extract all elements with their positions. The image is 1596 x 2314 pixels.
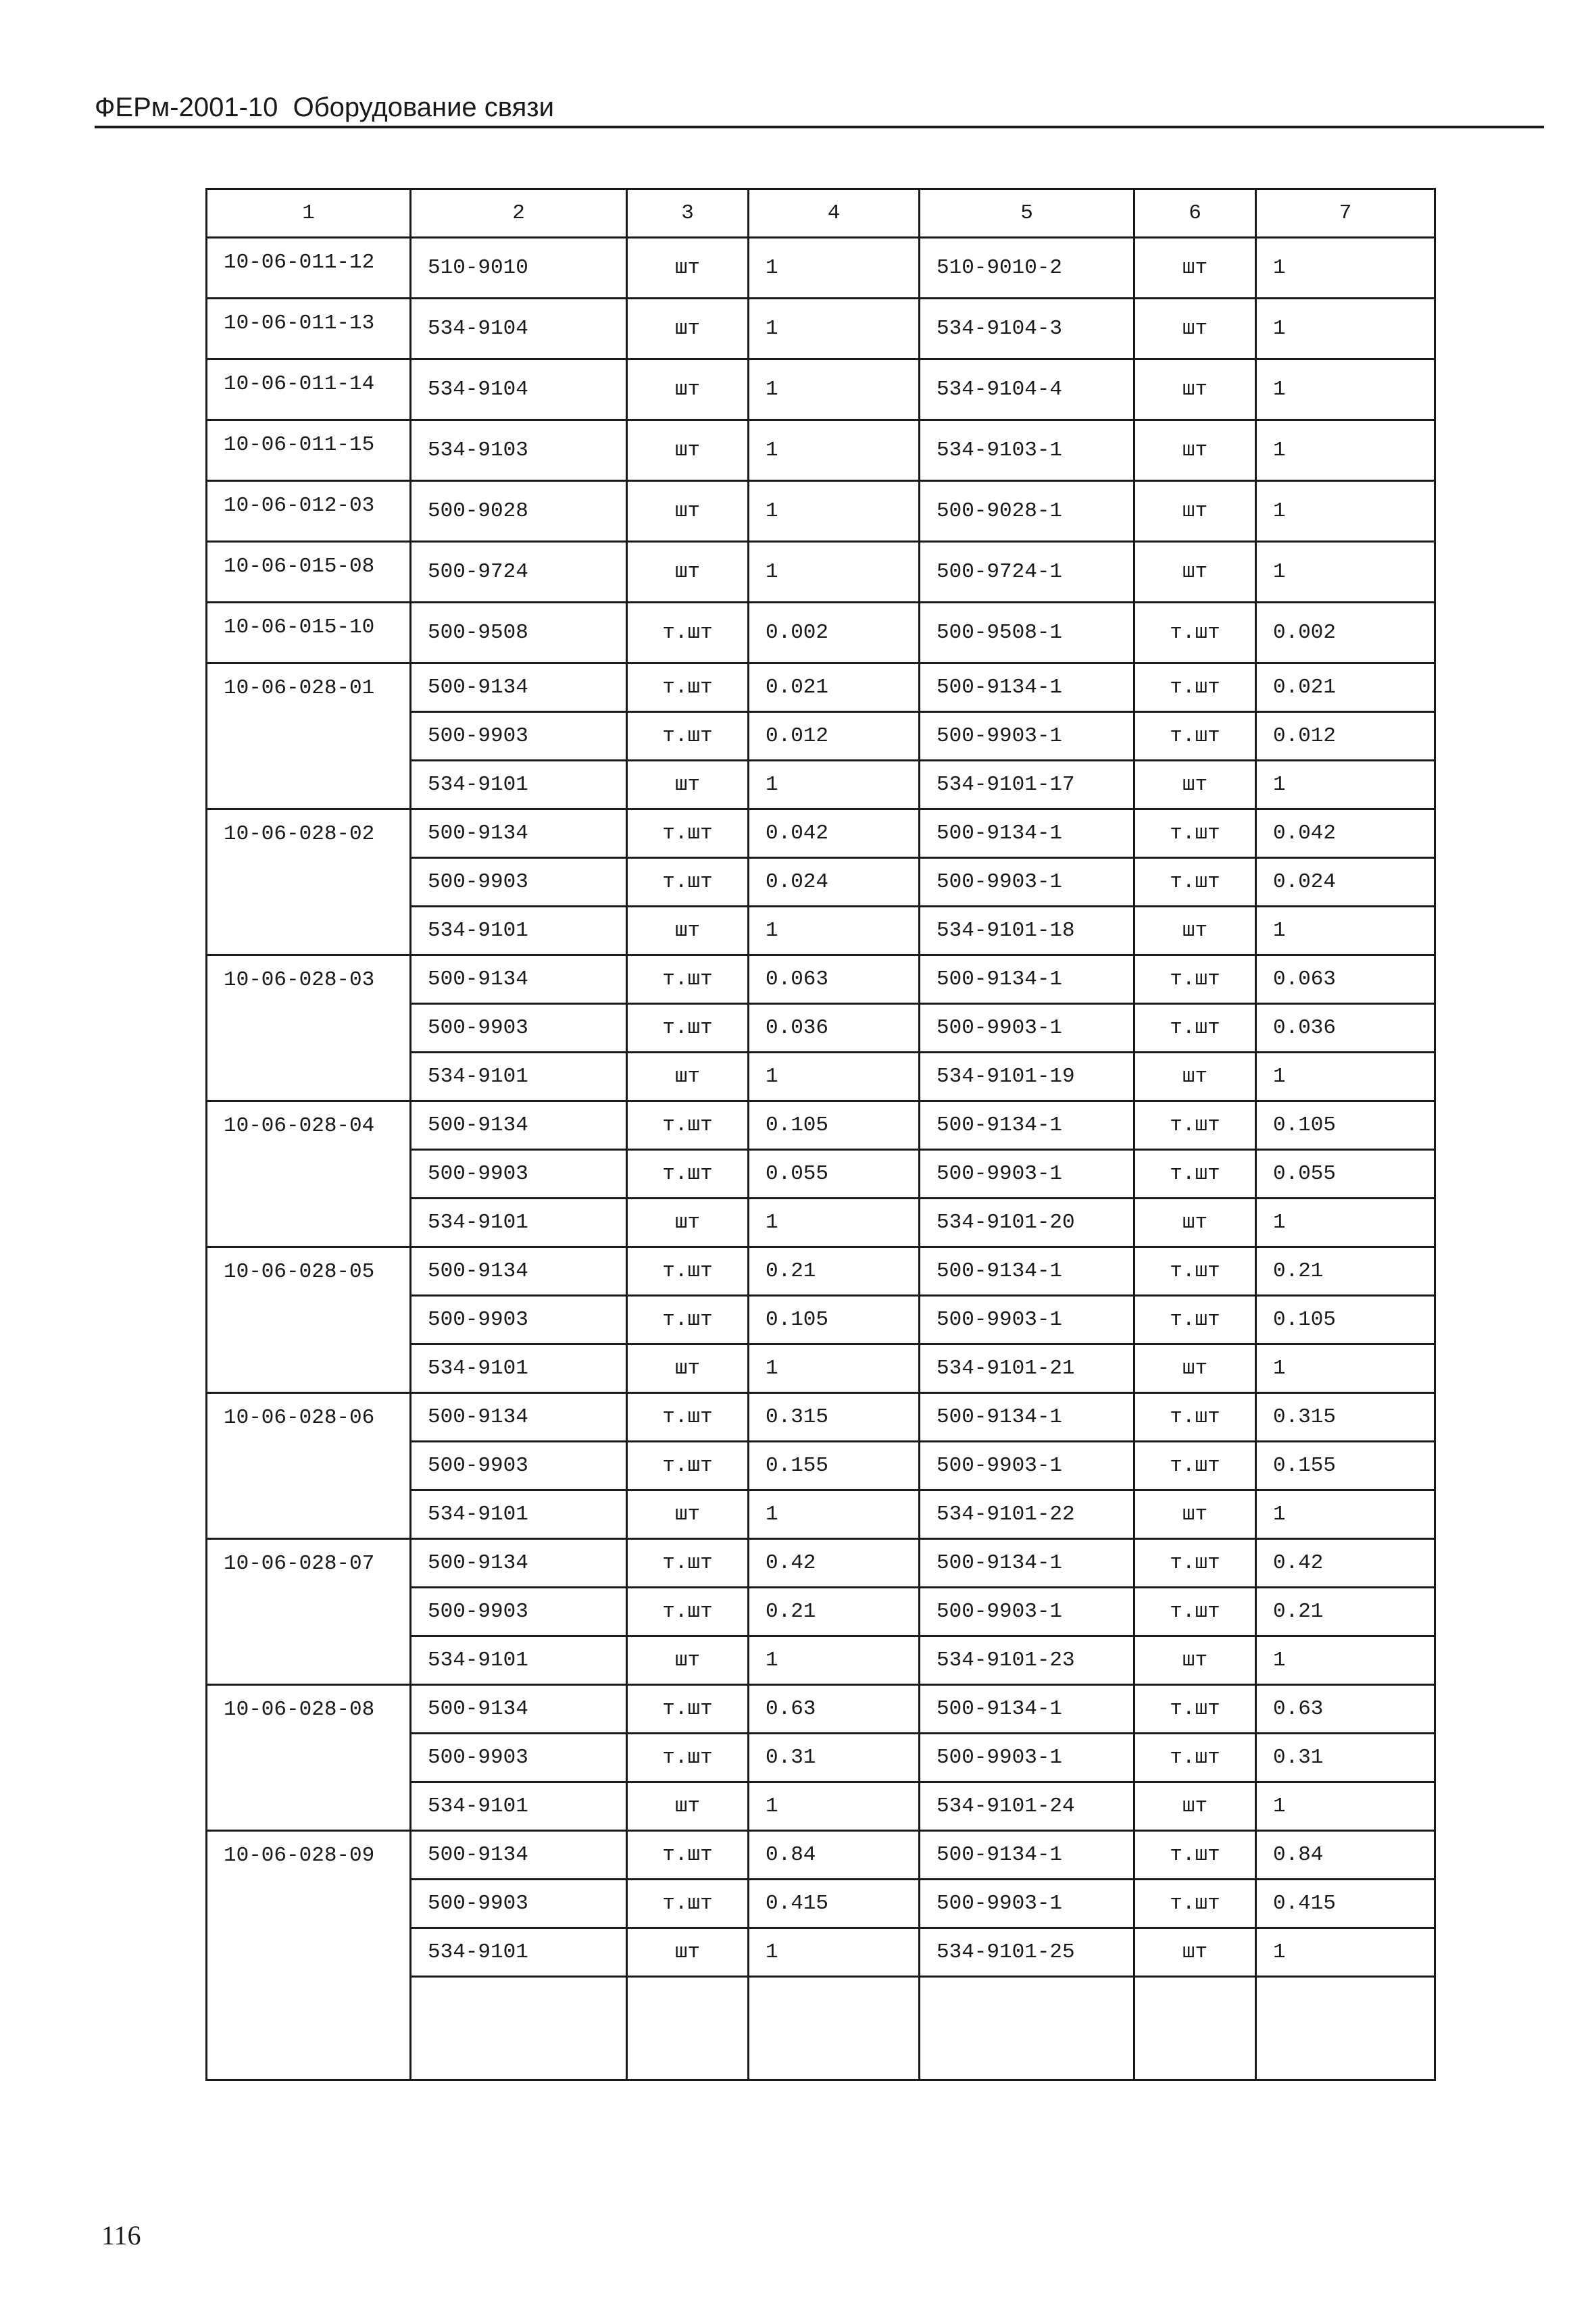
- quantity-cell: 0.012: [749, 712, 920, 761]
- replacement-code-cell: 500-9903-1: [920, 858, 1134, 907]
- empty-cell: [749, 1977, 920, 2080]
- replacement-code-cell: 500-9134-1: [920, 1101, 1134, 1150]
- table-row: [207, 1101, 1435, 1150]
- replacement-unit-cell: т.шт: [1134, 1150, 1256, 1199]
- replacement-code-cell: 500-9903-1: [920, 1442, 1134, 1490]
- table-row: [207, 603, 1435, 663]
- replacement-quantity-cell: 0.415: [1256, 1880, 1435, 1928]
- quantity-cell: 1: [749, 542, 920, 603]
- replacement-quantity-cell: 0.105: [1256, 1296, 1435, 1344]
- replacement-code-cell: 534-9101-21: [920, 1344, 1134, 1393]
- table-row: [207, 238, 1435, 299]
- resource-table: [205, 188, 1436, 2081]
- table-row: [207, 481, 1435, 542]
- unit-cell: шт: [627, 1053, 749, 1101]
- resource-code-cell: 500-9903: [411, 1588, 627, 1636]
- unit-cell: т.шт: [627, 1539, 749, 1588]
- quantity-cell: 0.315: [749, 1393, 920, 1442]
- replacement-unit-cell: т.шт: [1134, 955, 1256, 1004]
- resource-code-cell: 500-9134: [411, 1101, 627, 1150]
- replacement-quantity-cell: 0.036: [1256, 1004, 1435, 1053]
- column-header: 5: [920, 189, 1134, 238]
- replacement-quantity-cell: 1: [1256, 1490, 1435, 1539]
- resource-code-cell: 500-9134: [411, 955, 627, 1004]
- replacement-unit-cell: т.шт: [1134, 1247, 1256, 1296]
- replacement-quantity-cell: 1: [1256, 1636, 1435, 1685]
- replacement-code-cell: 510-9010-2: [920, 238, 1134, 299]
- empty-cell: [411, 1977, 627, 2080]
- resource-code-cell: 534-9101: [411, 1782, 627, 1831]
- replacement-unit-cell: т.шт: [1134, 858, 1256, 907]
- quantity-cell: 0.63: [749, 1685, 920, 1734]
- replacement-unit-cell: шт: [1134, 761, 1256, 809]
- resource-code-cell: 534-9104: [411, 359, 627, 420]
- document-title: ФЕРм-2001-10 Оборудование связи: [95, 93, 554, 122]
- replacement-unit-cell: т.шт: [1134, 1880, 1256, 1928]
- replacement-unit-cell: т.шт: [1134, 1685, 1256, 1734]
- replacement-code-cell: 500-9134-1: [920, 1247, 1134, 1296]
- replacement-unit-cell: т.шт: [1134, 1296, 1256, 1344]
- quantity-cell: 1: [749, 481, 920, 542]
- resource-code-cell: 510-9010: [411, 238, 627, 299]
- replacement-code-cell: 534-9101-25: [920, 1928, 1134, 1977]
- replacement-code-cell: 500-9134-1: [920, 1393, 1134, 1442]
- resource-code-cell: 500-9903: [411, 1734, 627, 1782]
- quantity-cell: 0.84: [749, 1831, 920, 1880]
- norm-code-cell: 10-06-028-09: [207, 1831, 411, 2080]
- replacement-quantity-cell: 0.063: [1256, 955, 1435, 1004]
- replacement-quantity-cell: 0.315: [1256, 1393, 1435, 1442]
- quantity-cell: 0.036: [749, 1004, 920, 1053]
- unit-cell: т.шт: [627, 1685, 749, 1734]
- resource-code-cell: 500-9903: [411, 712, 627, 761]
- unit-cell: т.шт: [627, 1831, 749, 1880]
- unit-cell: шт: [627, 299, 749, 359]
- quantity-cell: 0.063: [749, 955, 920, 1004]
- quantity-cell: 0.021: [749, 663, 920, 712]
- table-row: [207, 299, 1435, 359]
- quantity-cell: 1: [749, 761, 920, 809]
- unit-cell: шт: [627, 907, 749, 955]
- unit-cell: т.шт: [627, 1588, 749, 1636]
- quantity-cell: 1: [749, 359, 920, 420]
- norm-code-cell: 10-06-015-08: [207, 542, 411, 603]
- resource-code-cell: 500-9903: [411, 858, 627, 907]
- replacement-unit-cell: шт: [1134, 1928, 1256, 1977]
- replacement-quantity-cell: 0.055: [1256, 1150, 1435, 1199]
- replacement-code-cell: 500-9903-1: [920, 1734, 1134, 1782]
- replacement-code-cell: 534-9104-4: [920, 359, 1134, 420]
- quantity-cell: 1: [749, 299, 920, 359]
- empty-cell: [627, 1977, 749, 2080]
- resource-code-cell: 500-9134: [411, 1685, 627, 1734]
- table-row: [207, 1393, 1435, 1442]
- resource-code-cell: 500-9724: [411, 542, 627, 603]
- quantity-cell: 1: [749, 1199, 920, 1247]
- norm-code-cell: 10-06-028-04: [207, 1101, 411, 1247]
- resource-code-cell: 500-9903: [411, 1442, 627, 1490]
- empty-cell: [1256, 1977, 1435, 2080]
- norm-code-cell: 10-06-028-05: [207, 1247, 411, 1393]
- resource-code-cell: 500-9903: [411, 1880, 627, 1928]
- replacement-code-cell: 500-9028-1: [920, 481, 1134, 542]
- quantity-cell: 0.055: [749, 1150, 920, 1199]
- replacement-unit-cell: шт: [1134, 1490, 1256, 1539]
- replacement-unit-cell: шт: [1134, 1344, 1256, 1393]
- unit-cell: шт: [627, 1782, 749, 1831]
- replacement-quantity-cell: 0.024: [1256, 858, 1435, 907]
- replacement-quantity-cell: 1: [1256, 299, 1435, 359]
- resource-code-cell: 500-9134: [411, 1539, 627, 1588]
- column-number-row: [207, 189, 1435, 238]
- norm-code-cell: 10-06-028-06: [207, 1393, 411, 1539]
- replacement-code-cell: 500-9134-1: [920, 1685, 1134, 1734]
- unit-cell: шт: [627, 542, 749, 603]
- quantity-cell: 1: [749, 1928, 920, 1977]
- replacement-quantity-cell: 0.021: [1256, 663, 1435, 712]
- unit-cell: т.шт: [627, 663, 749, 712]
- unit-cell: т.шт: [627, 1442, 749, 1490]
- unit-cell: т.шт: [627, 955, 749, 1004]
- replacement-unit-cell: шт: [1134, 542, 1256, 603]
- replacement-code-cell: 534-9101-20: [920, 1199, 1134, 1247]
- replacement-unit-cell: т.шт: [1134, 1004, 1256, 1053]
- replacement-quantity-cell: 1: [1256, 1782, 1435, 1831]
- resource-code-cell: 534-9101: [411, 907, 627, 955]
- unit-cell: шт: [627, 1490, 749, 1539]
- replacement-unit-cell: шт: [1134, 1636, 1256, 1685]
- unit-cell: шт: [627, 481, 749, 542]
- replacement-code-cell: 534-9101-17: [920, 761, 1134, 809]
- unit-cell: шт: [627, 1199, 749, 1247]
- unit-cell: т.шт: [627, 1393, 749, 1442]
- empty-cell: [920, 1977, 1134, 2080]
- norm-code-cell: 10-06-028-02: [207, 809, 411, 955]
- quantity-cell: 1: [749, 1636, 920, 1685]
- quantity-cell: 0.155: [749, 1442, 920, 1490]
- replacement-unit-cell: т.шт: [1134, 603, 1256, 663]
- replacement-unit-cell: т.шт: [1134, 1588, 1256, 1636]
- unit-cell: шт: [627, 761, 749, 809]
- replacement-code-cell: 534-9101-19: [920, 1053, 1134, 1101]
- replacement-unit-cell: шт: [1134, 359, 1256, 420]
- replacement-quantity-cell: 0.042: [1256, 809, 1435, 858]
- replacement-quantity-cell: 0.002: [1256, 603, 1435, 663]
- table-row: [207, 1685, 1435, 1734]
- replacement-code-cell: 500-9903-1: [920, 1150, 1134, 1199]
- replacement-unit-cell: шт: [1134, 299, 1256, 359]
- table-row: [207, 1831, 1435, 1880]
- column-header: 1: [207, 189, 411, 238]
- replacement-unit-cell: шт: [1134, 1053, 1256, 1101]
- norm-code-cell: 10-06-011-15: [207, 420, 411, 481]
- resource-code-cell: 534-9101: [411, 1344, 627, 1393]
- quantity-cell: 0.21: [749, 1247, 920, 1296]
- resource-code-cell: 500-9134: [411, 1247, 627, 1296]
- quantity-cell: 1: [749, 907, 920, 955]
- replacement-code-cell: 500-9134-1: [920, 809, 1134, 858]
- quantity-cell: 0.31: [749, 1734, 920, 1782]
- table-row: [207, 663, 1435, 712]
- replacement-code-cell: 500-9903-1: [920, 1004, 1134, 1053]
- quantity-cell: 0.21: [749, 1588, 920, 1636]
- replacement-quantity-cell: 0.31: [1256, 1734, 1435, 1782]
- replacement-unit-cell: т.шт: [1134, 809, 1256, 858]
- unit-cell: т.шт: [627, 1150, 749, 1199]
- norm-code-cell: 10-06-012-03: [207, 481, 411, 542]
- quantity-cell: 0.042: [749, 809, 920, 858]
- unit-cell: т.шт: [627, 809, 749, 858]
- replacement-code-cell: 534-9101-24: [920, 1782, 1134, 1831]
- replacement-quantity-cell: 0.42: [1256, 1539, 1435, 1588]
- resource-code-cell: 500-9903: [411, 1150, 627, 1199]
- resource-code-cell: 500-9508: [411, 603, 627, 663]
- replacement-quantity-cell: 1: [1256, 359, 1435, 420]
- resource-code-cell: 534-9101: [411, 1928, 627, 1977]
- replacement-quantity-cell: 1: [1256, 481, 1435, 542]
- page-header: [95, 91, 1544, 128]
- column-header: 2: [411, 189, 627, 238]
- replacement-code-cell: 534-9103-1: [920, 420, 1134, 481]
- resource-code-cell: 534-9101: [411, 1490, 627, 1539]
- replacement-unit-cell: т.шт: [1134, 1831, 1256, 1880]
- replacement-quantity-cell: 0.63: [1256, 1685, 1435, 1734]
- quantity-cell: 0.024: [749, 858, 920, 907]
- quantity-cell: 0.415: [749, 1880, 920, 1928]
- replacement-unit-cell: т.шт: [1134, 663, 1256, 712]
- replacement-quantity-cell: 1: [1256, 1928, 1435, 1977]
- unit-cell: т.шт: [627, 1004, 749, 1053]
- resource-code-cell: 500-9134: [411, 809, 627, 858]
- replacement-quantity-cell: 0.155: [1256, 1442, 1435, 1490]
- page-number: 116: [101, 2220, 141, 2250]
- quantity-cell: 0.105: [749, 1101, 920, 1150]
- quantity-cell: 1: [749, 420, 920, 481]
- table-row: [207, 1247, 1435, 1296]
- unit-cell: шт: [627, 359, 749, 420]
- empty-cell: [1134, 1977, 1256, 2080]
- resource-code-cell: 534-9101: [411, 1053, 627, 1101]
- unit-cell: т.шт: [627, 1296, 749, 1344]
- replacement-unit-cell: шт: [1134, 481, 1256, 542]
- unit-cell: т.шт: [627, 1734, 749, 1782]
- replacement-code-cell: 500-9134-1: [920, 1539, 1134, 1588]
- replacement-quantity-cell: 0.21: [1256, 1588, 1435, 1636]
- quantity-cell: 0.105: [749, 1296, 920, 1344]
- unit-cell: т.шт: [627, 858, 749, 907]
- replacement-unit-cell: т.шт: [1134, 1101, 1256, 1150]
- column-header: 3: [627, 189, 749, 238]
- table-row: [207, 955, 1435, 1004]
- column-header: 4: [749, 189, 920, 238]
- table-row: [207, 359, 1435, 420]
- replacement-code-cell: 534-9101-18: [920, 907, 1134, 955]
- replacement-unit-cell: т.шт: [1134, 1539, 1256, 1588]
- table-row: [207, 809, 1435, 858]
- replacement-code-cell: 500-9134-1: [920, 955, 1134, 1004]
- table-row: [207, 542, 1435, 603]
- replacement-quantity-cell: 0.21: [1256, 1247, 1435, 1296]
- replacement-quantity-cell: 1: [1256, 1053, 1435, 1101]
- replacement-unit-cell: шт: [1134, 1199, 1256, 1247]
- norm-code-cell: 10-06-028-07: [207, 1539, 411, 1685]
- replacement-code-cell: 500-9903-1: [920, 1880, 1134, 1928]
- replacement-code-cell: 534-9101-23: [920, 1636, 1134, 1685]
- table-row: [207, 420, 1435, 481]
- resource-code-cell: 534-9101: [411, 1636, 627, 1685]
- resource-code-cell: 500-9903: [411, 1296, 627, 1344]
- quantity-cell: 1: [749, 1053, 920, 1101]
- norm-code-cell: 10-06-015-10: [207, 603, 411, 663]
- resource-code-cell: 500-9903: [411, 1004, 627, 1053]
- norm-code-cell: 10-06-011-14: [207, 359, 411, 420]
- norm-code-cell: 10-06-028-01: [207, 663, 411, 809]
- replacement-quantity-cell: 1: [1256, 238, 1435, 299]
- replacement-code-cell: 500-9724-1: [920, 542, 1134, 603]
- unit-cell: шт: [627, 238, 749, 299]
- replacement-unit-cell: шт: [1134, 1782, 1256, 1831]
- norm-code-cell: 10-06-028-03: [207, 955, 411, 1101]
- resource-code-cell: 534-9104: [411, 299, 627, 359]
- table-body: [207, 189, 1435, 2080]
- replacement-code-cell: 534-9104-3: [920, 299, 1134, 359]
- resource-code-cell: 534-9103: [411, 420, 627, 481]
- replacement-quantity-cell: 1: [1256, 907, 1435, 955]
- replacement-quantity-cell: 1: [1256, 420, 1435, 481]
- replacement-unit-cell: т.шт: [1134, 1734, 1256, 1782]
- resource-code-cell: 534-9101: [411, 761, 627, 809]
- table-row: [207, 1539, 1435, 1588]
- replacement-code-cell: 500-9508-1: [920, 603, 1134, 663]
- replacement-code-cell: 500-9903-1: [920, 1588, 1134, 1636]
- quantity-cell: 0.002: [749, 603, 920, 663]
- replacement-unit-cell: шт: [1134, 238, 1256, 299]
- quantity-cell: 1: [749, 238, 920, 299]
- replacement-code-cell: 500-9134-1: [920, 1831, 1134, 1880]
- quantity-cell: 1: [749, 1344, 920, 1393]
- resource-code-cell: 500-9134: [411, 1831, 627, 1880]
- quantity-cell: 1: [749, 1782, 920, 1831]
- unit-cell: т.шт: [627, 1880, 749, 1928]
- quantity-cell: 1: [749, 1490, 920, 1539]
- replacement-unit-cell: шт: [1134, 907, 1256, 955]
- replacement-code-cell: 500-9903-1: [920, 1296, 1134, 1344]
- norm-code-cell: 10-06-011-12: [207, 238, 411, 299]
- unit-cell: шт: [627, 1344, 749, 1393]
- unit-cell: т.шт: [627, 1101, 749, 1150]
- replacement-unit-cell: т.шт: [1134, 712, 1256, 761]
- unit-cell: т.шт: [627, 1247, 749, 1296]
- resource-code-cell: 500-9028: [411, 481, 627, 542]
- replacement-quantity-cell: 0.105: [1256, 1101, 1435, 1150]
- replacement-quantity-cell: 0.012: [1256, 712, 1435, 761]
- column-header: 6: [1134, 189, 1256, 238]
- resource-code-cell: 534-9101: [411, 1199, 627, 1247]
- replacement-quantity-cell: 1: [1256, 1199, 1435, 1247]
- replacement-quantity-cell: 1: [1256, 761, 1435, 809]
- unit-cell: шт: [627, 1636, 749, 1685]
- column-header: 7: [1256, 189, 1435, 238]
- norm-code-cell: 10-06-028-08: [207, 1685, 411, 1831]
- quantity-cell: 0.42: [749, 1539, 920, 1588]
- unit-cell: шт: [627, 420, 749, 481]
- replacement-quantity-cell: 1: [1256, 1344, 1435, 1393]
- unit-cell: т.шт: [627, 603, 749, 663]
- norm-code-cell: 10-06-011-13: [207, 299, 411, 359]
- resource-code-cell: 500-9134: [411, 1393, 627, 1442]
- replacement-unit-cell: т.шт: [1134, 1442, 1256, 1490]
- replacement-unit-cell: шт: [1134, 420, 1256, 481]
- unit-cell: шт: [627, 1928, 749, 1977]
- replacement-unit-cell: т.шт: [1134, 1393, 1256, 1442]
- unit-cell: т.шт: [627, 712, 749, 761]
- replacement-code-cell: 534-9101-22: [920, 1490, 1134, 1539]
- replacement-code-cell: 500-9903-1: [920, 712, 1134, 761]
- replacement-quantity-cell: 1: [1256, 542, 1435, 603]
- replacement-quantity-cell: 0.84: [1256, 1831, 1435, 1880]
- replacement-code-cell: 500-9134-1: [920, 663, 1134, 712]
- resource-code-cell: 500-9134: [411, 663, 627, 712]
